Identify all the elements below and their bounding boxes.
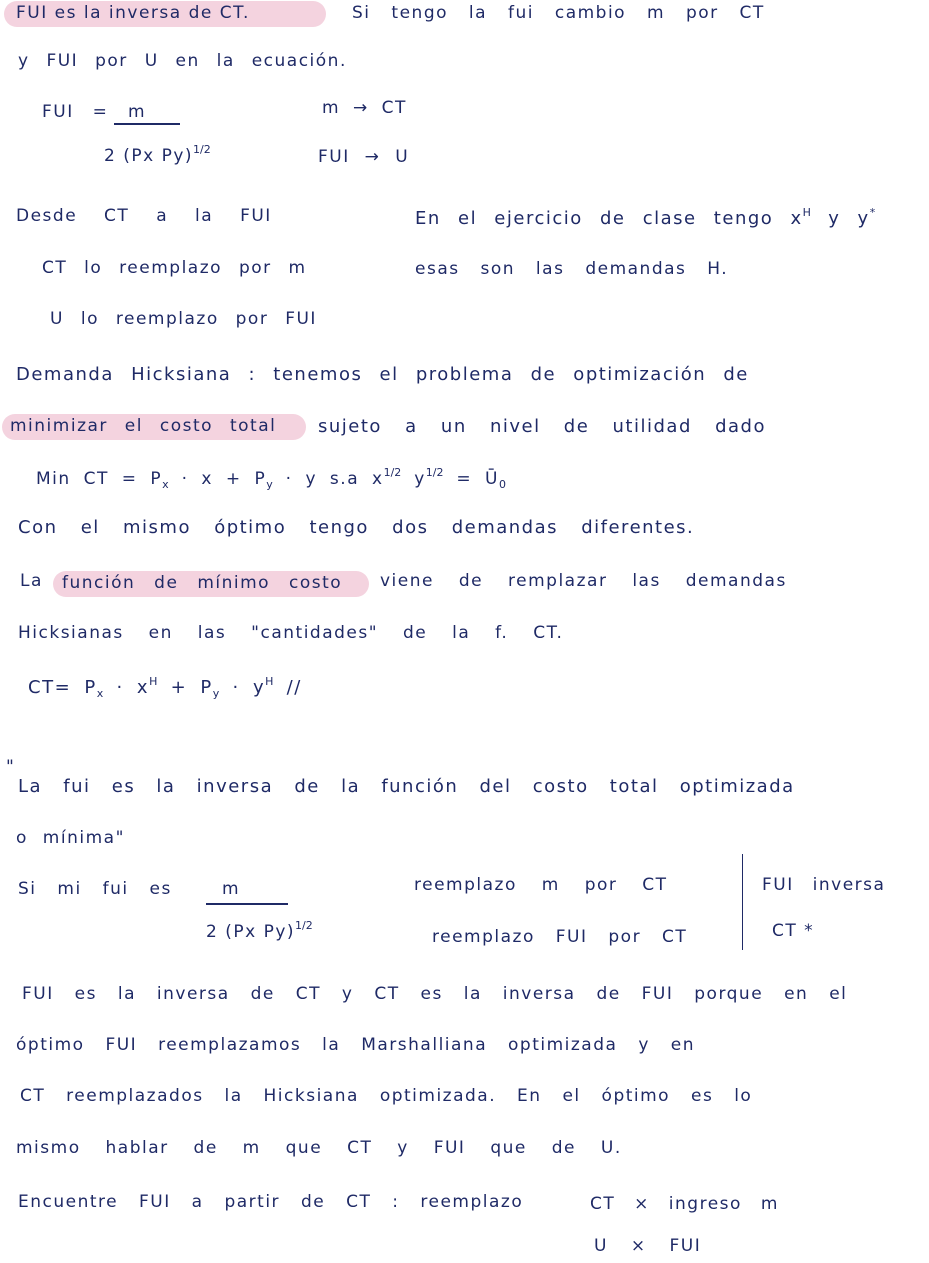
line-hicksianas-cantidades: Hicksianas en las "cantidades" de la f. CT. — [18, 623, 564, 643]
eq1-denominator: 2 (Px Py)$^{1/2}$ — [104, 143, 211, 166]
line-fui-inversa: FUI es la inversa de CT. — [16, 3, 250, 23]
map-fui-u: FUI → U — [318, 147, 410, 167]
line-reemplazo-2: reemplazo FUI por CT — [432, 927, 688, 947]
line-viene-de: viene de remplazar las demandas — [380, 571, 787, 591]
line-ecuacion: y FUI por U en la ecuación. — [18, 51, 347, 71]
line-paragraph-2: óptimo FUI reemplazamos la Marshalliana optimizada y en — [16, 1035, 696, 1055]
eq1-fraction-bar — [114, 123, 180, 125]
line-minimizar: minimizar el costo total — [10, 416, 277, 436]
curly-bracket — [728, 854, 743, 950]
line-u-fui: U × FUI — [594, 1236, 702, 1256]
line-funcion-minimo-costo: función de mínimo costo — [62, 573, 343, 593]
eq-min-ct: Min CT = $P_x \cdot x + P_y \cdot y$ s.a $x^{1/2}$ $y^{1/2}$ = $Ū_0$ — [36, 466, 506, 491]
line-paragraph-4: mismo hablar de m que CT y FUI que de U. — [16, 1138, 622, 1158]
quote-open-mark: " — [6, 757, 16, 777]
line-si-tengo: Si tengo la fui cambio m por CT — [352, 3, 765, 23]
label-ct-star: CT * — [772, 921, 815, 941]
line-ct-ingreso: CT × ingreso m — [590, 1194, 779, 1214]
eq2-denominator: 2 (Px Py)$^{1/2}$ — [206, 919, 313, 942]
line-demandas-h: esas son las demandas H. — [415, 259, 729, 279]
line-u-reemplazo: U lo reemplazo por FUI — [50, 309, 317, 329]
line-demanda-hicksiana: Demanda Hicksiana : tenemos el problema de optimización de — [16, 364, 749, 385]
line-con-el-mismo: Con el mismo óptimo tengo dos demandas diferentes. — [18, 517, 695, 538]
eq-ct: $CT= P_x \cdot x^H + P_y \cdot y^H$ // — [28, 675, 302, 700]
line-paragraph-1: FUI es la inversa de CT y CT es la inversa de FUI porque en el — [22, 984, 848, 1004]
line-ejercicio: En el ejercicio de clase tengo $x^H$ y y* — [415, 206, 876, 229]
eq1-numerator: m — [128, 102, 147, 122]
map-m-ct: m → CT — [322, 98, 407, 118]
line-ct-reemplazo: CT lo reemplazo por m — [42, 258, 307, 278]
eq2-numerator: m — [222, 879, 241, 899]
line-encuentre: Encuentre FUI a partir de CT : reemplazo — [18, 1192, 524, 1212]
line-quote-1: La fui es la inversa de la función del costo total optimizada — [18, 776, 795, 797]
label-fui-inversa: FUI inversa — [762, 875, 886, 895]
line-desde: Desde CT a la FUI — [16, 206, 272, 226]
line-paragraph-3: CT reemplazados la Hicksiana optimizada. En el óptimo es lo — [20, 1086, 753, 1106]
line-la: La — [20, 571, 43, 591]
line-reemplazo-1: reemplazo m por CT — [414, 875, 668, 895]
eq1-lhs: FUI = — [42, 102, 109, 122]
eq2-fraction-bar — [206, 903, 288, 905]
line-quote-2: o mínima" — [16, 828, 125, 848]
line-si-mi-fui: Si mi fui es — [18, 879, 172, 899]
line-sujeto: sujeto a un nivel de utilidad dado — [318, 416, 766, 437]
